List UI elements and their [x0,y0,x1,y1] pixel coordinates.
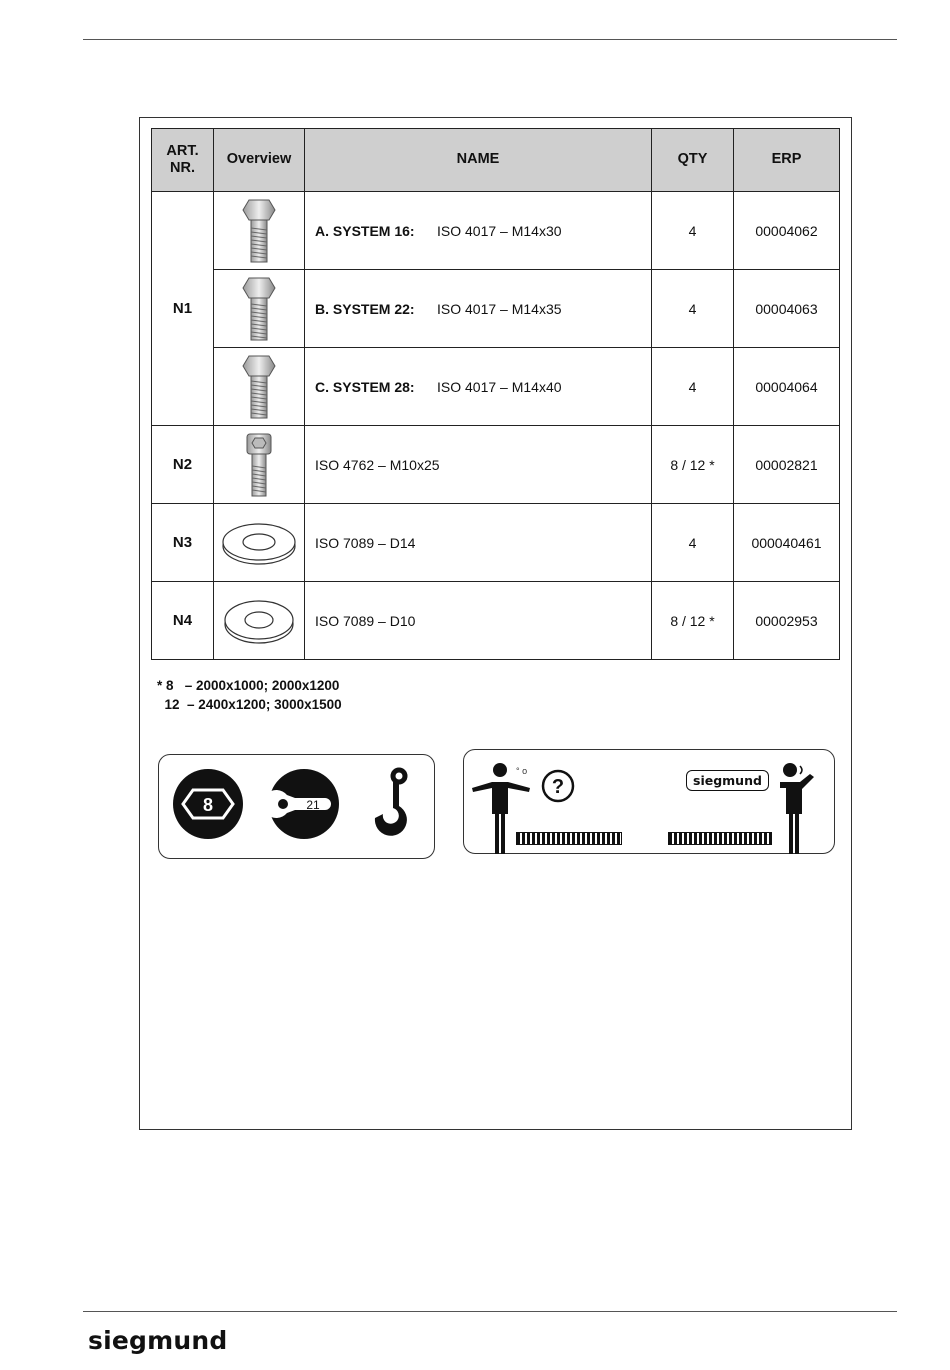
phone-person-icon [770,760,820,860]
table-row [152,192,840,270]
table-row [152,426,840,504]
table-row [152,582,840,660]
washer-icon [220,596,298,646]
hex-key-size: 8 [202,795,214,815]
top-rule [83,39,897,40]
name-cell [305,192,652,270]
header-art-label: ART. NR. [166,142,199,176]
system-label: B. SYSTEM 22: [315,300,415,317]
erp-cell: 00004064 [734,348,840,426]
part-name: ISO 4017 – M14x35 [437,300,562,317]
part-name: ISO 4017 – M14x30 [437,222,562,239]
overview-cell [214,192,305,270]
footnote-line: 12 – 2400x1200; 3000x1500 [157,697,342,712]
bottom-rule [83,1311,897,1312]
erp-cell: 00004062 [734,192,840,270]
wrench-icon [267,767,341,841]
washer-icon [220,518,298,568]
product-panel-graphic [516,832,622,845]
hex-key-icon [171,767,245,841]
system-label: C. SYSTEM 28: [315,378,415,395]
qty-cell: 4 [652,504,734,582]
footnote-line: * 8 – 2000x1000; 2000x1200 [157,678,340,693]
erp-cell: 00004063 [734,270,840,348]
name-cell: ISO 7089 – D14 [305,504,652,582]
brand-bubble-text: siegmund [693,773,762,788]
name-cell [305,348,652,426]
overview-cell [214,426,305,504]
socket-head-screw-icon [241,432,277,498]
table-row [152,270,840,348]
overview-cell [214,348,305,426]
svg-text:?: ? [551,776,565,798]
name-cell [305,270,652,348]
header-erp: ERP [734,129,840,192]
qty-cell: 8 / 12 * [652,426,734,504]
art-nr-cell: N1 [152,192,214,426]
parts-table [151,128,840,660]
quantity-footnote [157,676,342,714]
header-name: NAME [305,129,652,192]
overview-cell [214,270,305,348]
brand-logo: siegmund [88,1326,228,1355]
wrench-size: 21 [306,798,320,812]
art-nr-cell: N2 [152,426,214,504]
header-overview: Overview [214,129,305,192]
overview-cell [214,504,305,582]
table-row [152,348,840,426]
confused-person-icon [468,760,538,860]
art-nr-cell: N4 [152,582,214,660]
product-panel-graphic [668,832,772,845]
hex-bolt-icon [241,354,277,420]
erp-cell: 00002821 [734,426,840,504]
tools-panel [158,754,435,859]
crane-hook-icon [367,767,423,847]
hex-bolt-icon [241,276,277,342]
part-name: ISO 4017 – M14x40 [437,378,562,395]
system-label: A. SYSTEM 16: [315,222,415,239]
thought-dots: ° o [516,766,528,776]
header-art [152,129,214,192]
question-mark-icon [540,768,576,804]
header-qty: QTY [652,129,734,192]
name-cell: ISO 7089 – D10 [305,582,652,660]
brand-speech-bubble [686,770,769,791]
qty-cell: 4 [652,270,734,348]
qty-cell: 4 [652,348,734,426]
overview-cell [214,582,305,660]
name-cell: ISO 4762 – M10x25 [305,426,652,504]
table-header-row [152,129,840,192]
art-nr-cell: N3 [152,504,214,582]
table-row [152,504,840,582]
hex-bolt-icon [241,198,277,264]
qty-cell: 8 / 12 * [652,582,734,660]
qty-cell: 4 [652,192,734,270]
erp-cell: 000040461 [734,504,840,582]
erp-cell: 00002953 [734,582,840,660]
help-panel [463,749,835,854]
